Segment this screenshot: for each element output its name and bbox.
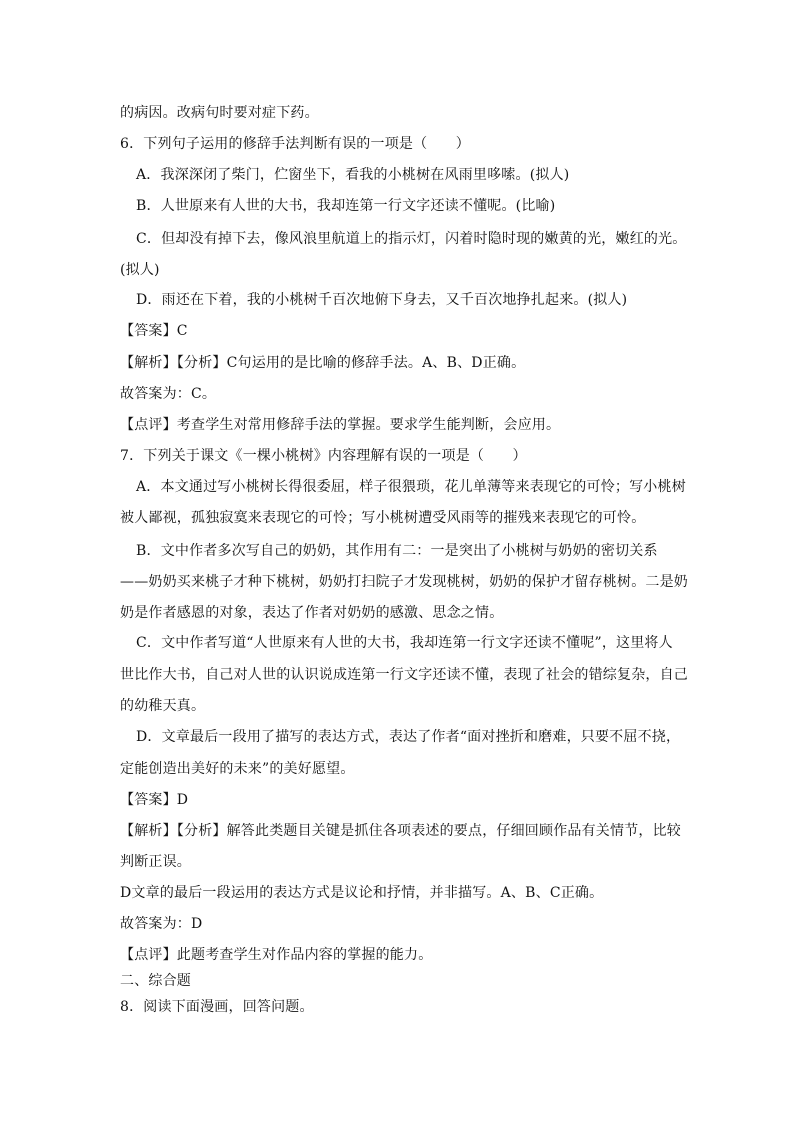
question-7: 7．下列关于课文《一棵小桃树》内容理解有误的一项是（ ） — [120, 448, 527, 464]
question-7-option-c-cont-1: 世比作大书，自己对人世的认识说成连第一行文字还读不懂，表现了社会的错综复杂，自己 — [120, 667, 688, 683]
question-7-option-d: D．文章最后一段用了描写的表达方式，表达了作者“面对挫折和磨难，只要不屈不挠， — [136, 729, 681, 745]
question-6-comment: 【点评】考查学生对常用修辞手法的掌握。要求学生能判断，会应用。 — [120, 417, 561, 433]
question-6-option-c-cont: (拟人) — [120, 262, 160, 278]
question-7-analysis: 【解析】【分析】解答此类题目关键是抓住各项表述的要点，仔细回顾作品有关情节，比较 — [120, 823, 681, 839]
question-6: 6．下列句子运用的修辞手法判断有误的一项是（ ） — [120, 136, 470, 152]
question-7-explanation: D文章的最后一段运用的表达方式是议论和抒情，并非描写。A、B、C正确。 — [120, 885, 604, 901]
question-6-option-a: A．我深深闭了柴门，伫窗坐下，看我的小桃树在风雨里哆嗦。(拟人) — [136, 167, 570, 183]
question-7-option-b: B．文中作者多次写自己的奶奶，其作用有二：一是突出了小桃树与奶奶的密切关系 — [136, 543, 658, 559]
question-7-conclusion: 故答案为：D — [120, 916, 203, 932]
section-heading: 二、综合题 — [120, 973, 191, 989]
question-7-analysis-cont: 判断正误。 — [120, 854, 191, 870]
question-7-option-b-cont-2: 奶是作者感恩的对象，表达了作者对奶奶的感激、思念之情。 — [120, 605, 504, 621]
question-7-answer: 【答案】D — [120, 792, 189, 808]
question-6-conclusion: 故答案为：C。 — [120, 386, 217, 402]
question-7-option-c: C．文中作者写道“人世原来有人世的大书，我却连第一行文字还读不懂呢”，这里将人 — [136, 635, 673, 651]
question-6-option-b: B．人世原来有人世的大书，我却连第一行文字还读不懂呢。(比喻) — [136, 198, 556, 214]
question-8: 8．阅读下面漫画，回答问题。 — [120, 999, 314, 1015]
question-7-comment: 【点评】此题考查学生对作品内容的掌握的能力。 — [120, 947, 433, 963]
question-6-option-d: D．雨还在下着，我的小桃树千百次地俯下身去，又千百次地挣扎起来。(拟人) — [136, 292, 628, 308]
question-6-option-c: C．但却没有掉下去，像风浪里航道上的指示灯，闪着时隐时现的嫩黄的光，嫩红的光。 — [136, 231, 687, 247]
text-line: 的病因。改病句时要对症下药。 — [120, 105, 319, 121]
question-7-option-b-cont-1: ——奶奶买来桃子才种下桃树，奶奶打扫院子才发现桃树，奶奶的保护才留存桃树。二是奶 — [120, 574, 688, 590]
question-7-option-d-cont: 定能创造出美好的未来”的美好愿望。 — [120, 761, 355, 777]
question-6-answer: 【答案】C — [120, 323, 188, 339]
question-6-analysis: 【解析】【分析】C句运用的是比喻的修辞手法。A、B、D正确。 — [120, 355, 526, 371]
question-7-option-a-cont: 被人鄙视，孤独寂寞来表现它的可怜；写小桃树遭受风雨等的摧残来表现它的可怜。 — [120, 510, 646, 526]
question-7-option-c-cont-2: 的幼稚天真。 — [120, 698, 206, 714]
question-7-option-a: A．本文通过写小桃树长得很委屈，样子很猥琐，花儿单薄等来表现它的可怜；写小桃树 — [136, 479, 686, 495]
